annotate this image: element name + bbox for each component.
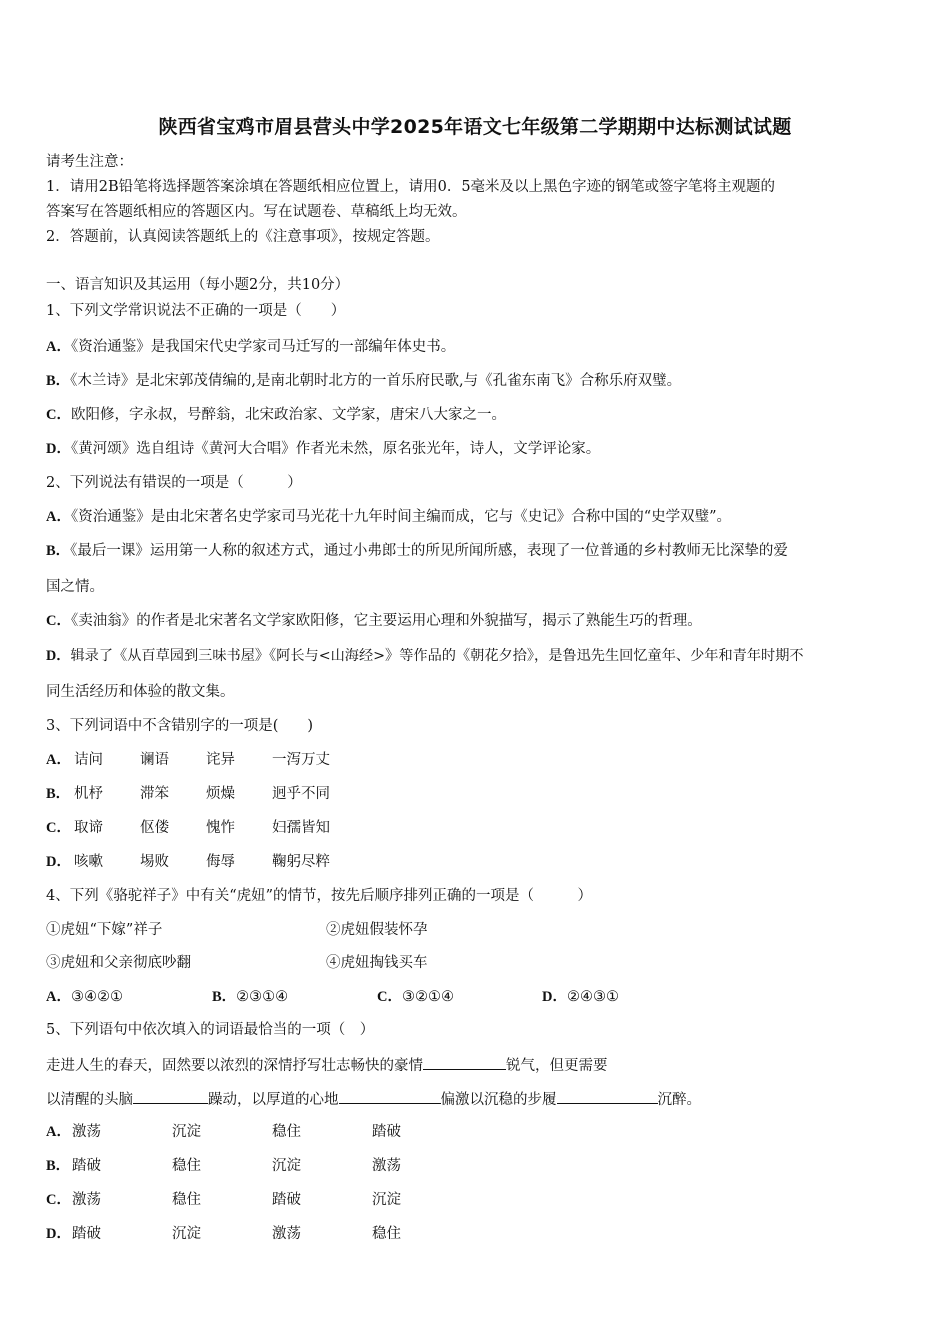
sentence-text: 走进人生的春天，固然要以浓烈的深情抒写壮志畅快的豪情 (46, 1058, 423, 1074)
option-text: 《最后一课》运用第一人称的叙述方式，通过小弗郎士的所见所闻所感，表现了一位普通的乡村教师无比深挚的爱 (70, 543, 788, 559)
fill-blank (339, 1089, 441, 1104)
q4-event-4: ④虎妞掏钱买车 (326, 955, 428, 971)
option-text: ③④②① (70, 989, 123, 1005)
q3-option-c (46, 819, 338, 837)
word: 踏破 (372, 1124, 401, 1140)
word: 咳嗽 (74, 854, 103, 870)
section-heading: 一、语言知识及其运用（每小题2分，共10分） (46, 277, 350, 293)
word: 取谛 (74, 820, 103, 836)
q5-sentence-line-1 (46, 1055, 608, 1075)
fill-blank (557, 1089, 658, 1104)
option-label: A． (46, 339, 71, 355)
word: 激荡 (72, 1124, 101, 1140)
word: 妇孺皆知 (272, 820, 330, 836)
q5-stem: 5、下列语句中依次填入的词语最恰当的一项（ ） (46, 1022, 375, 1038)
option-label: C． (46, 820, 71, 836)
word: 沉淀 (172, 1226, 201, 1242)
word: 踏破 (72, 1158, 101, 1174)
q2-option-a (46, 508, 731, 526)
q4-option-b (212, 988, 288, 1006)
option-label: C． (46, 1192, 71, 1208)
option-text: 《资治通鉴》是我国宋代史学家司马迁写的一部编年体史书。 (70, 339, 456, 355)
fill-blank (423, 1055, 506, 1070)
q3-option-b (46, 785, 338, 803)
option-label: C． (46, 407, 71, 423)
sentence-text: 躁动，以厚道的心地 (208, 1092, 339, 1108)
word: 诧异 (206, 752, 235, 768)
option-label: D． (46, 854, 71, 870)
q2-option-d (46, 647, 804, 665)
q5-option-c (46, 1191, 472, 1209)
notice-item-1b: 答案写在答题纸相应的答题区内。写在试题卷、草稿纸上均无效。 (46, 204, 467, 220)
option-label: D． (46, 1226, 71, 1242)
option-label: D． (542, 989, 567, 1005)
word: 埸败 (140, 854, 169, 870)
q3-option-a (46, 751, 338, 769)
word: 稳住 (172, 1158, 201, 1174)
page-title: 陕西省宝鸡市眉县营头中学2025年语文七年级第二学期期中达标测试试题 (158, 116, 792, 138)
q4-option-d (542, 988, 619, 1006)
word: 沉淀 (372, 1192, 401, 1208)
q5-option-b (46, 1157, 472, 1175)
option-text: 《资治通鉴》是由北宋著名史学家司马光花十九年时间主编而成，它与《史记》合称中国的“史学双璧”。 (70, 509, 732, 525)
option-text: 《黄河颂》选自组诗《黄河大合唱》作者光未然，原名张光年，诗人，文学评论家。 (70, 441, 601, 457)
q4-stem: 4、下列《骆驼祥子》中有关“虎妞”的情节，按先后顺序排列正确的一项是（ ） (46, 888, 593, 904)
fill-blank (133, 1089, 208, 1104)
q1-stem: 1、下列文学常识说法不正确的一项是（ ） (46, 303, 346, 319)
word: 鞠躬尽粹 (272, 854, 330, 870)
word: 诘问 (74, 752, 103, 768)
option-label: C． (377, 989, 402, 1005)
option-text: ③②①④ (401, 989, 454, 1005)
option-label: B． (212, 989, 237, 1005)
q1-option-a (46, 338, 455, 356)
word: 踏破 (72, 1226, 101, 1242)
q2-option-b-cont: 国之情。 (46, 579, 104, 595)
q1-option-c (46, 406, 506, 424)
option-label: D． (46, 441, 71, 457)
q3-option-d (46, 853, 338, 871)
word: 伛偻 (140, 820, 169, 836)
word: 谰语 (140, 752, 169, 768)
q4-event-3: ③虎妞和父亲彻底吵翻 (46, 955, 191, 971)
q5-option-a (46, 1123, 472, 1141)
sentence-text: 以清醒的头脑 (46, 1092, 133, 1108)
word: 沉淀 (272, 1158, 301, 1174)
option-text: 《木兰诗》是北宋郭茂倩编的,是南北朝时北方的一首乐府民歌,与《孔雀东南飞》合称乐府双璧。 (70, 373, 682, 389)
word: 迥乎不同 (272, 786, 330, 802)
word: 滞笨 (140, 786, 169, 802)
word: 激荡 (272, 1226, 301, 1242)
word: 沉淀 (172, 1124, 201, 1140)
q2-option-c (46, 612, 702, 630)
option-label: A． (46, 989, 71, 1005)
word: 一泻万丈 (272, 752, 330, 768)
q5-option-d (46, 1225, 472, 1243)
q1-option-d (46, 440, 600, 458)
q1-option-b (46, 372, 681, 390)
word: 稳住 (272, 1124, 301, 1140)
option-label: B． (46, 1158, 71, 1174)
q3-stem: 3、下列词语中不含错别字的一项是( ) (46, 718, 314, 734)
q4-option-a (46, 988, 123, 1006)
option-text: ②③①④ (236, 989, 289, 1005)
word: 踏破 (272, 1192, 301, 1208)
option-label: A． (46, 752, 71, 768)
option-label: C． (46, 613, 71, 629)
option-label: B． (46, 543, 71, 559)
notice-item-1a: 1．请用2B铅笔将选择题答案涂填在答题纸相应位置上，请用0．5毫米及以上黑色字迹的钢笔或签字笔将主观题的 (46, 179, 776, 195)
option-text: 辑录了《从百草园到三味书屋》《阿长与<山海经>》等作品的《朝花夕拾》，是鲁迅先生回忆童年、少年和青年时期不 (70, 648, 804, 664)
notice-item-2: 2．答题前，认真阅读答题纸上的《注意事项》，按规定答题。 (46, 229, 440, 245)
q4-option-c (377, 988, 454, 1006)
option-label: B． (46, 786, 71, 802)
word: 激荡 (372, 1158, 401, 1174)
notice-heading: 请考生注意： (46, 154, 133, 170)
word: 激荡 (72, 1192, 101, 1208)
option-label: B． (46, 373, 71, 389)
sentence-text: 沉醉。 (657, 1092, 701, 1108)
q4-event-1: ①虎妞“下嫁”祥子 (46, 922, 163, 938)
word: 稳住 (372, 1226, 401, 1242)
option-text: ②④③① (566, 989, 619, 1005)
word: 侮辱 (206, 854, 235, 870)
q5-sentence-line-2 (46, 1089, 701, 1109)
option-text: 《卖油翁》的作者是北宋著名文学家欧阳修，它主要运用心理和外貌描写，揭示了熟能生巧的哲理。 (70, 613, 702, 629)
sentence-text: 偏激以沉稳的步履 (440, 1092, 557, 1108)
option-label: A． (46, 509, 71, 525)
q2-option-d-cont: 同生活经历和体验的散文集。 (46, 684, 235, 700)
sentence-text: 锐气，但更需要 (506, 1058, 608, 1074)
option-text: 欧阳修，字永叔，号醉翁，北宋政治家、文学家，唐宋八大家之一。 (70, 407, 506, 423)
word: 烦燥 (206, 786, 235, 802)
word: 稳住 (172, 1192, 201, 1208)
q2-option-b (46, 542, 788, 560)
option-label: D． (46, 648, 71, 664)
q2-stem: 2、下列说法有错误的一项是（ ） (46, 475, 302, 491)
option-label: A． (46, 1124, 71, 1140)
word: 机杼 (74, 786, 103, 802)
word: 愧怍 (206, 820, 235, 836)
q4-event-2: ②虎妞假装怀孕 (326, 922, 428, 938)
